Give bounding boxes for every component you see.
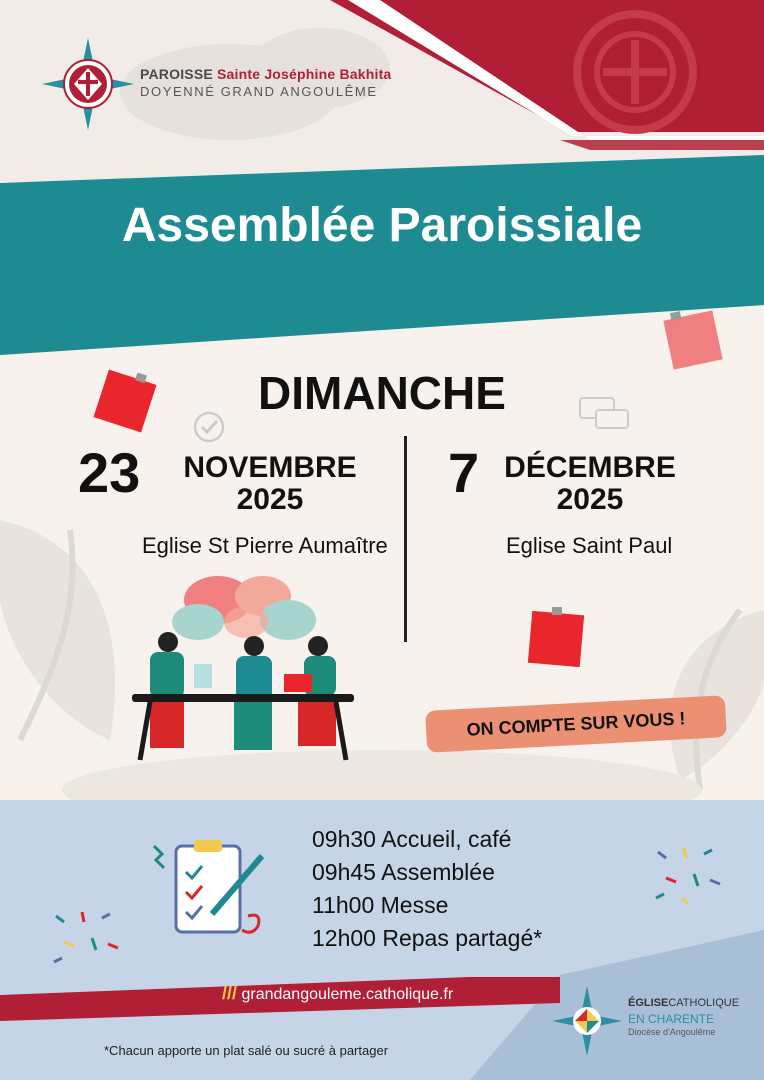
website-row <box>222 983 453 1004</box>
compass-logo-icon <box>42 38 134 130</box>
event-2-place: Eglise Saint Paul <box>506 533 673 558</box>
diocese-line3: Diocèse d'Angoulême <box>628 1027 716 1037</box>
event-2-date <box>500 452 680 516</box>
slashes-decoration: /// <box>222 983 238 1003</box>
event-2-month: DÉCEMBRE <box>504 451 676 484</box>
diocese-logo-icon <box>552 986 622 1056</box>
sticky-note-red-2 <box>522 605 592 675</box>
parish-label: PAROISSE <box>140 66 213 82</box>
event-1-month: NOVEMBRE <box>183 451 357 484</box>
event-1-date <box>170 452 370 516</box>
parish-name <box>140 66 391 82</box>
diocese-line1-rest: CATHOLIQUE <box>668 997 740 1009</box>
title-band <box>0 155 764 365</box>
meeting-illustration <box>128 560 363 770</box>
schedule-item: 12h00 Repas partagé* <box>312 925 543 951</box>
schedule-item: 11h00 Messe <box>312 892 449 918</box>
day-label: DIMANCHE <box>258 367 506 419</box>
event-2-year: 2025 <box>556 483 624 516</box>
diocese-line1 <box>628 997 739 1009</box>
confetti-icon <box>46 906 126 976</box>
event-2-day: 7 <box>448 441 480 504</box>
confetti-icon <box>648 842 728 912</box>
cta-badge: ON COMPTE SUR VOUS ! <box>425 695 727 753</box>
event-1-year: 2025 <box>236 483 304 516</box>
website-url[interactable]: grandangouleme.catholique.fr <box>241 986 454 1003</box>
schedule-item: 09h30 Accueil, café <box>312 826 512 852</box>
checklist-clipboard-icon <box>152 826 272 946</box>
event-divider <box>404 436 407 642</box>
event-1-day: 23 <box>78 441 141 504</box>
page-title: Assemblée Paroissiale <box>121 199 643 252</box>
sticky-note-pink <box>660 305 730 375</box>
diocese-line2: EN CHARENTE <box>628 1012 715 1026</box>
schedule-item: 09h45 Assemblée <box>312 859 495 885</box>
parish-saint: Sainte Joséphine Bakhita <box>217 66 392 82</box>
deanery-label: DOYENNÉ GRAND ANGOULÊME <box>140 84 378 99</box>
diocese-line1-bold: ÉGLISE <box>628 997 669 1009</box>
event-1-place: Eglise St Pierre Aumaître <box>142 533 388 558</box>
footnote: *Chacun apporte un plat salé ou sucré à partager <box>104 1043 389 1058</box>
